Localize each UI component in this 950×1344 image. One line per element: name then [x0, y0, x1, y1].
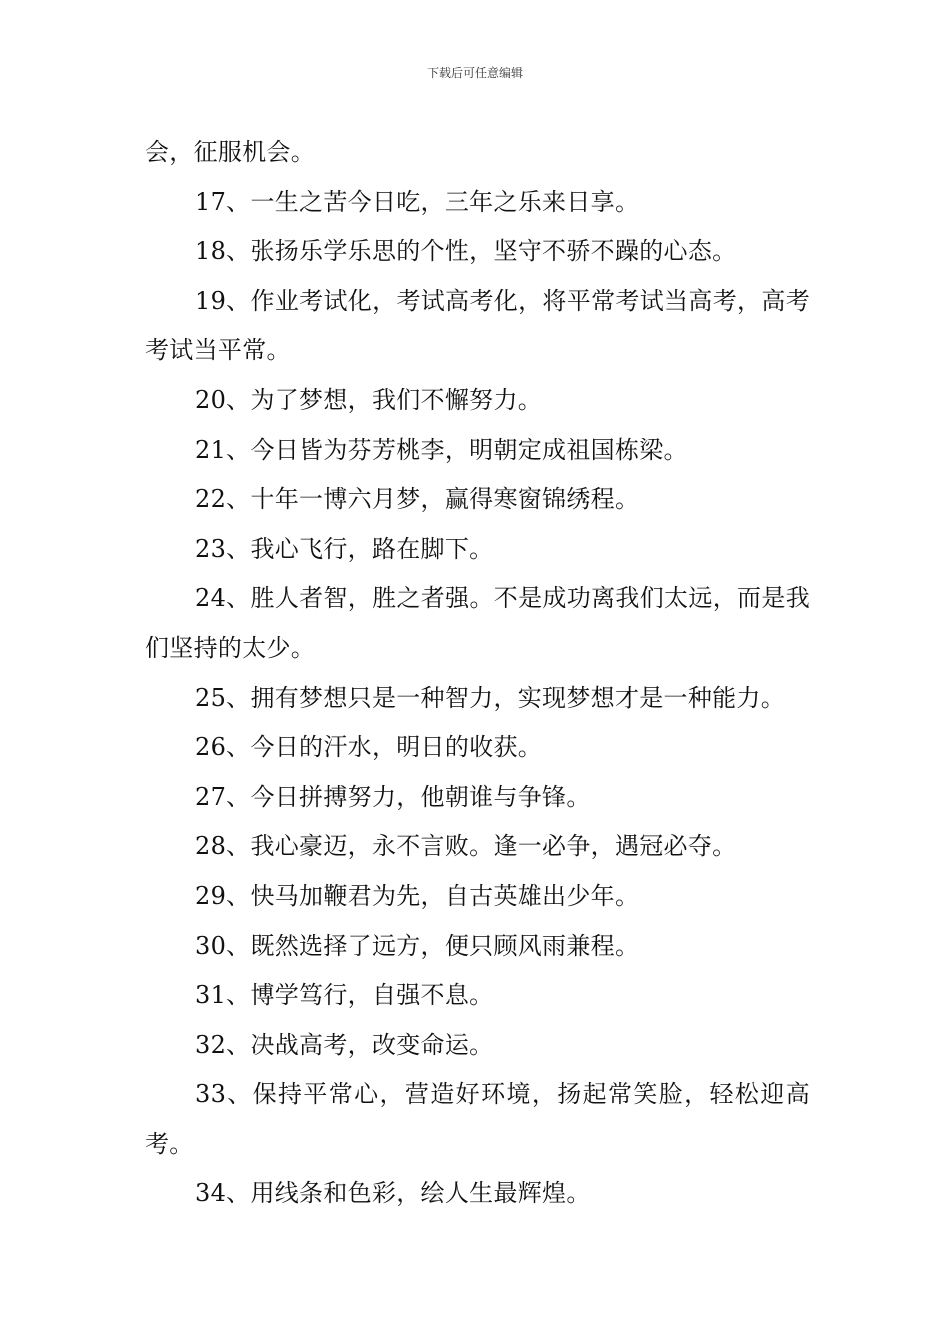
paragraph-20: 20、为了梦想，我们不懈努力。	[195, 385, 543, 414]
paragraph-29: 29、快马加鞭君为先，自古英雄出少年。	[195, 881, 640, 910]
paragraph-22: 22、十年一博六月梦，赢得寒窗锦绣程。	[195, 485, 640, 514]
paragraph-26: 26、今日的汗水，明日的收获。	[195, 733, 543, 762]
document-body	[145, 128, 810, 1219]
paragraph-31: 31、博学笃行，自强不息。	[195, 981, 494, 1010]
paragraph-17: 17、一生之苦今日吃，三年之乐来日享。	[195, 187, 640, 216]
page-header: 下载后可任意编辑	[426, 66, 523, 80]
paragraph-continuation: 会，征服机会。	[145, 138, 316, 166]
paragraph-19: 19、作业考试化，考试高考化，将平常考试当高考，高考考试当平常。	[145, 286, 810, 365]
paragraph-25: 25、拥有梦想只是一种智力，实现梦想才是一种能力。	[195, 683, 786, 712]
paragraph-27: 27、今日拼搏努力，他朝谁与争锋。	[195, 782, 591, 811]
paragraph-21: 21、今日皆为芬芳桃李，明朝定成祖国栋梁。	[195, 435, 688, 464]
paragraph-28: 28、我心豪迈，永不言败。逢一必争，遇冠必夺。	[195, 832, 737, 861]
paragraph-32: 32、决战高考，改变命运。	[195, 1030, 494, 1059]
paragraph-30: 30、既然选择了远方，便只顾风雨兼程。	[195, 931, 640, 960]
paragraph-18: 18、张扬乐学乐思的个性，坚守不骄不躁的心态。	[195, 237, 737, 266]
paragraph-24: 24、胜人者智，胜之者强。不是成功离我们太远，而是我们坚持的太少。	[145, 584, 810, 662]
paragraph-23: 23、我心飞行，路在脚下。	[195, 534, 494, 563]
paragraph-34: 34、用线条和色彩，绘人生最辉煌。	[195, 1179, 591, 1208]
paragraph-33: 33、保持平常心，营造好环境，扬起常笑脸，轻松迎高考。	[145, 1080, 810, 1158]
